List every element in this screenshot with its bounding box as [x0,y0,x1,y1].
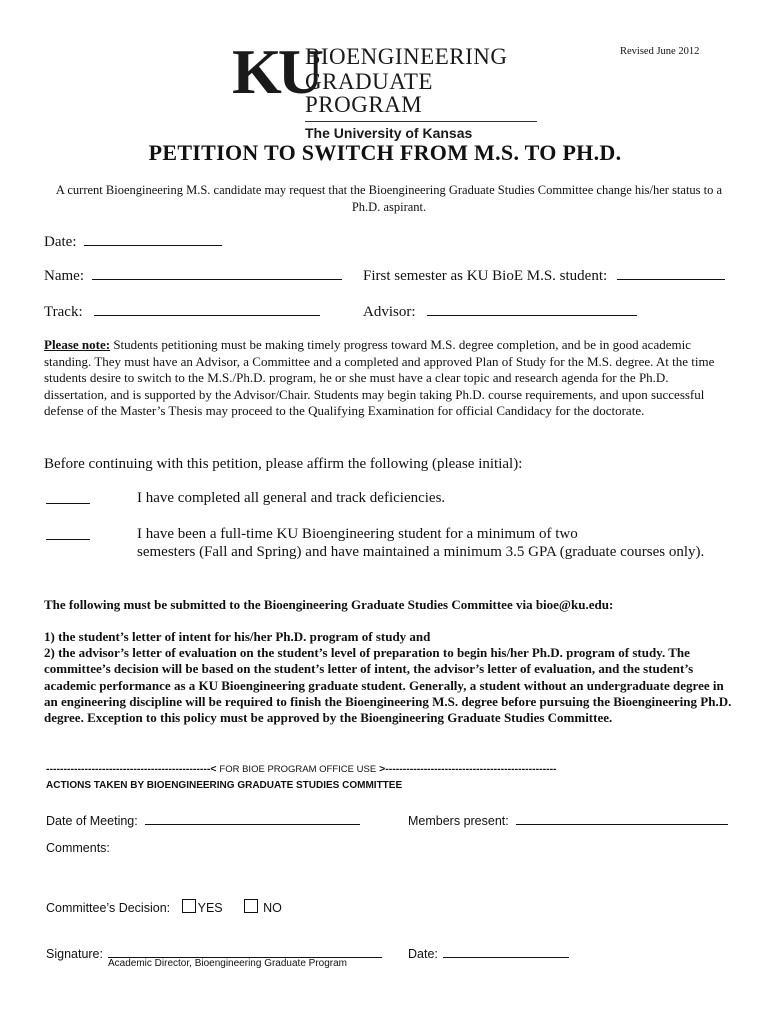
no-checkbox[interactable] [244,899,258,913]
members-present-label: Members present: [408,814,509,828]
committee-decision-field [46,899,282,915]
members-present-input-line[interactable] [516,810,728,825]
office-use-divider [46,763,557,775]
ku-logo-mark: KU [232,36,320,107]
submission-heading: The following must be submitted to the Bioengineering Graduate Studies Committee via bioe@ku.edu: [44,597,614,612]
note-paragraph [44,337,724,420]
advisor-input-line[interactable] [427,301,637,316]
comments-label: Comments: [46,841,110,855]
submission-body: 2) the advisor’s letter of evaluation on the student’s level of preparation to begin his/her Ph.D. program of study. The committee’s decision will be based on the student’s letter of intent, the advisor’s letter of evaluation, and the student’s academic performance as a KU Bioengineering graduate student. Generally, a student without an undergraduate degree in an engineering discipline will be required to finish the Bioengineering M.S. degree before pursuing the Bioengineering Ph.D. degree. Exception to this policy must be approved by the Bioengineering Graduate Studies Committee. [44,645,732,726]
decision-label: Committee’s Decision: [46,901,171,915]
members-present-field [408,810,728,828]
page-title: PETITION TO SWITCH FROM M.S. TO PH.D. [148,140,622,165]
signature-caption: Academic Director, Bioengineering Graduate Program [108,958,348,969]
yes-label: YES [197,901,223,915]
note-label: Please note: [44,337,111,352]
submission-item-1: 1) the student’s letter of intent for his/her Ph.D. program of study and [44,629,431,644]
actions-heading: ACTIONS TAKEN BY BIOENGINEERING GRADUATE STUDIES COMMITTEE [46,780,403,791]
affirm-item-2-line-2: semesters (Fall and Spring) and have maintained a minimum 3.5 GPA (graduate courses only). [137,544,705,560]
name-input-line[interactable] [92,265,342,280]
date-input-line[interactable] [84,231,222,246]
wordmark-line2: GRADUATE PROGRAM [305,69,433,117]
affirm-intro: Before continuing with this petition, please affirm the following (please initial): [44,456,523,472]
office-use-label: FOR BIOE PROGRAM OFFICE USE [219,764,377,775]
initial-line-1[interactable] [46,503,90,504]
intro-text: A current Bioengineering M.S. candidate may request that the Bioengineering Graduate Studies Committee change his/her status to a Ph.D. aspirant. [55,183,723,214]
signature-input-line[interactable] [108,943,382,958]
date-of-meeting-input-line[interactable] [145,810,360,825]
date-field [44,231,222,251]
first-semester-label: First semester as KU BioE M.S. student: [363,268,608,284]
divider-right: >------------------------------------------------- [379,763,557,775]
no-option[interactable] [244,901,282,915]
initial-line-2[interactable] [46,539,90,540]
name-field [44,265,342,285]
signature-label: Signature: [46,947,103,961]
track-label: Track: [44,304,83,320]
yes-option[interactable] [182,901,223,915]
track-field [44,301,320,321]
university-name: The University of Kansas [305,125,473,141]
advisor-label: Advisor: [363,304,416,320]
office-date-field [408,943,569,961]
date-of-meeting-label: Date of Meeting: [46,814,138,828]
office-date-input-line[interactable] [443,943,569,958]
affirm-item-1: I have completed all general and track deficiencies. [137,490,446,506]
date-of-meeting-field [46,810,360,828]
office-date-label: Date: [408,947,438,961]
affirm-item-2-line-1: I have been a full-time KU Bioengineering student for a minimum of two [137,526,578,542]
name-label: Name: [44,268,84,284]
program-wordmark [305,45,541,141]
divider-left: -----------------------------------------------< [46,763,217,775]
note-text: Students petitioning must be making timely progress toward M.S. degree completion, and be in good academic standing. They must have an Advisor, a Committee and a completed and approved Plan of Study for the M.S. degree. At the time students desire to switch to the M.S./Ph.D. program, he or she must have a clear topic and research agenda for the Ph.D. dissertation, and is supported by the Advisor/Chair. Students may begin taking Ph.D. course requirements, and upon successful defense of the Master’s Thesis may proceed to the Qualifying Examination for official Candidacy for the doctorate. [44,337,715,418]
revision-date: Revised June 2012 [620,46,700,57]
first-semester-field [363,265,725,285]
yes-checkbox[interactable] [182,899,196,913]
first-semester-input-line[interactable] [617,265,725,280]
track-input-line[interactable] [94,301,320,316]
wordmark-line1: BIOENGINEERING [305,44,508,69]
wordmark-rule [305,121,537,122]
no-label: NO [263,901,282,915]
advisor-field [363,301,637,321]
date-label: Date: [44,234,77,250]
